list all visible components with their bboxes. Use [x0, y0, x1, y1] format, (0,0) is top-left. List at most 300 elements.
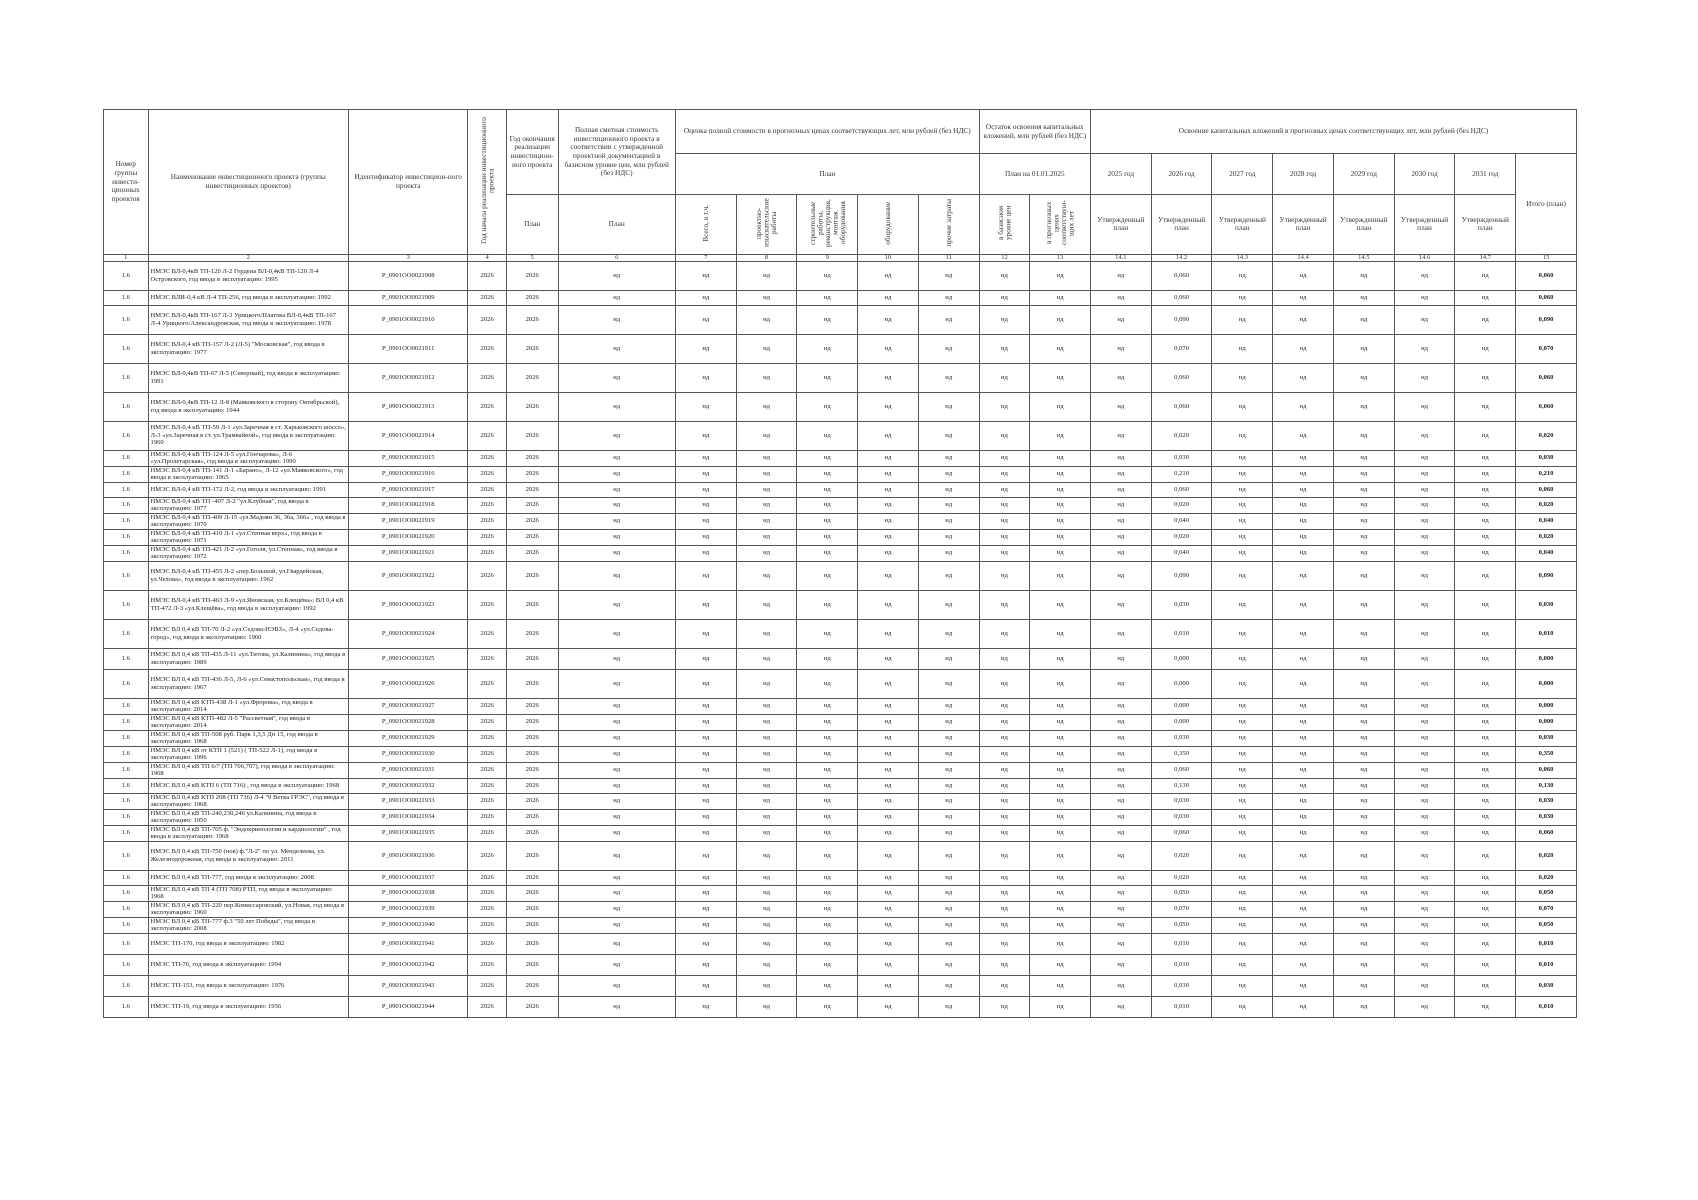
project-id-cell: P_0901OO0021941	[348, 933, 467, 954]
balance-forecast-cell: нд	[1030, 466, 1091, 482]
equipment-cell: нд	[858, 513, 919, 529]
plan-2029-cell: нд	[1333, 901, 1394, 917]
plan-2030-cell: нд	[1394, 746, 1455, 762]
plan-2030-cell: нд	[1394, 933, 1455, 954]
project-name-cell: НМЭС ТП-19, год ввода в эксплуатацию: 1956	[148, 996, 348, 1017]
balance-base-cell: нд	[979, 619, 1030, 648]
plan-2025-cell: нд	[1090, 392, 1151, 421]
plan-2029-cell: нд	[1333, 885, 1394, 901]
plan-2029-cell: нд	[1333, 334, 1394, 363]
plan-2030-cell: нд	[1394, 290, 1455, 305]
project-name-cell: НМЭС ВЛ 0,4 кВ ТП-70 Л-2 «ул.Седова-НЭВЗ», Л-4 «ул.Седова-город», год ввода в эксплуатацию: 1960	[148, 619, 348, 648]
plan-2027-cell: нд	[1212, 290, 1273, 305]
plan-2030-cell: нд	[1394, 841, 1455, 870]
balance-base-cell: нд	[979, 305, 1030, 334]
group-cell: 1.6	[104, 778, 149, 793]
total-cell: 0,000	[1516, 669, 1577, 698]
plan-2031-cell: нд	[1455, 669, 1516, 698]
plan-2025-cell: нд	[1090, 497, 1151, 513]
plan-2026-cell: 0,030	[1151, 809, 1212, 825]
plan-2029-cell: нд	[1333, 513, 1394, 529]
balance-forecast-cell: нд	[1030, 669, 1091, 698]
plan-2025-cell: нд	[1090, 619, 1151, 648]
equipment-cell: нд	[858, 714, 919, 730]
end-year-cell: 2026	[506, 545, 558, 561]
balance-base-cell: нд	[979, 714, 1030, 730]
plan-2025-cell: нд	[1090, 363, 1151, 392]
plan-2027-cell: нд	[1212, 841, 1273, 870]
construction-cell: нд	[797, 545, 858, 561]
full-cost-cell: нд	[558, 363, 675, 392]
plan-2031-cell: нд	[1455, 996, 1516, 1017]
table-row	[104, 305, 1577, 334]
group-cell: 1.6	[104, 669, 149, 698]
project-name-cell: НМЭС ВЛ 0,4 кВ ТП-705 ф. "Эндокринологии и кардиологии" , год ввода в эксплуатацию: 1968	[148, 825, 348, 841]
construction-cell: нд	[797, 730, 858, 746]
total-cell: 0,040	[1516, 513, 1577, 529]
plan-2028-cell: нд	[1273, 529, 1334, 545]
full-cost-cell: нд	[558, 933, 675, 954]
balance-base-cell: нд	[979, 762, 1030, 778]
plan-2027-cell: нд	[1212, 305, 1273, 334]
project-name-cell: НМЭС ВЛ 0,4 кВ ТП-436 Л-5, Л-6 «ул.Севастопольская», год ввода в эксплуатацию: 1967	[148, 669, 348, 698]
plan-2028-cell: нд	[1273, 996, 1334, 1017]
balance-forecast-cell: нд	[1030, 825, 1091, 841]
group-cell: 1.6	[104, 996, 149, 1017]
total-incl-cell: нд	[675, 466, 736, 482]
total-cell: 0,030	[1516, 590, 1577, 619]
full-cost-cell: нд	[558, 954, 675, 975]
project-id-cell: P_0901OO0021916	[348, 466, 467, 482]
project-name-cell: НМЭС ВЛ-0,4 кВ ТП-409 Л-15 «ул.Мадоян 36, 36а, 366» , год ввода в эксплуатацию: 1970	[148, 513, 348, 529]
table-row	[104, 466, 1577, 482]
equipment-cell: нд	[858, 954, 919, 975]
total-cell: 0,060	[1516, 392, 1577, 421]
balance-forecast-cell: нд	[1030, 841, 1091, 870]
header-total-incl-text: Всего, в т.ч.	[701, 204, 711, 242]
equipment-cell: нд	[858, 590, 919, 619]
start-year-cell: 2026	[468, 841, 506, 870]
total-incl-cell: нд	[675, 762, 736, 778]
balance-forecast-cell: нд	[1030, 762, 1091, 778]
balance-base-cell: нд	[979, 561, 1030, 590]
balance-base-cell: нд	[979, 421, 1030, 450]
plan-2031-cell: нд	[1455, 290, 1516, 305]
equipment-cell: нд	[858, 762, 919, 778]
project-id-cell: P_0901OO0021940	[348, 917, 467, 933]
group-cell: 1.6	[104, 825, 149, 841]
plan-2029-cell: нд	[1333, 392, 1394, 421]
header-design-text: проектно-изыскательские работы	[754, 198, 779, 248]
balance-base-cell: нд	[979, 261, 1030, 290]
plan-2025-cell: нд	[1090, 261, 1151, 290]
full-cost-cell: нд	[558, 529, 675, 545]
column-number: 14.3	[1212, 254, 1273, 261]
total-cell: 0,070	[1516, 334, 1577, 363]
column-number: 14.4	[1273, 254, 1334, 261]
balance-base-cell: нд	[979, 363, 1030, 392]
project-id-cell: P_0901OO0021935	[348, 825, 467, 841]
plan-2025-cell: нд	[1090, 809, 1151, 825]
plan-2027-cell: нд	[1212, 825, 1273, 841]
project-id-cell: P_0901OO0021917	[348, 482, 467, 497]
column-number: 8	[736, 254, 797, 261]
start-year-cell: 2026	[468, 392, 506, 421]
total-cell: 0,010	[1516, 954, 1577, 975]
construction-cell: нд	[797, 778, 858, 793]
design-cell: нд	[736, 746, 797, 762]
design-cell: нд	[736, 885, 797, 901]
total-incl-cell: нд	[675, 545, 736, 561]
plan-2031-cell: нд	[1455, 363, 1516, 392]
construction-cell: нд	[797, 290, 858, 305]
plan-2026-cell: 0,060	[1151, 825, 1212, 841]
plan-2029-cell: нд	[1333, 809, 1394, 825]
table-row	[104, 334, 1577, 363]
plan-2030-cell: нд	[1394, 809, 1455, 825]
project-id-cell: P_0901OO0021942	[348, 954, 467, 975]
design-cell: нд	[736, 561, 797, 590]
start-year-cell: 2026	[468, 746, 506, 762]
total-incl-cell: нд	[675, 590, 736, 619]
project-id-cell: P_0901OO0021919	[348, 513, 467, 529]
total-incl-cell: нд	[675, 870, 736, 885]
construction-cell: нд	[797, 334, 858, 363]
construction-cell: нд	[797, 746, 858, 762]
end-year-cell: 2026	[506, 698, 558, 714]
total-incl-cell: нд	[675, 933, 736, 954]
project-name-cell: НМЭС ВЛ-0,4кВ ТП-67 Л-5 (Северный), год ввода в эксплуатацию: 1991	[148, 363, 348, 392]
total-cell: 0,090	[1516, 305, 1577, 334]
equipment-cell: нд	[858, 305, 919, 334]
project-name-cell: НМЭС ВЛ-0,4кВ ТП-12 Л-8 (Маяковского в сторону Октябрьской), год ввода в эксплуатацию: 1944	[148, 392, 348, 421]
project-id-cell: P_0901OO0021933	[348, 793, 467, 809]
other-cell: нд	[918, 730, 979, 746]
project-name-cell: НМЭС ВЛ 0,4 кВ ТП-240,230,246 ул.Калинина, год ввода в эксплуатацию: 1950	[148, 809, 348, 825]
balance-base-cell: нд	[979, 825, 1030, 841]
plan-2031-cell: нд	[1455, 762, 1516, 778]
balance-forecast-cell: нд	[1030, 885, 1091, 901]
plan-2029-cell: нд	[1333, 933, 1394, 954]
plan-2031-cell: нд	[1455, 954, 1516, 975]
end-year-cell: 2026	[506, 714, 558, 730]
group-cell: 1.6	[104, 482, 149, 497]
construction-cell: нд	[797, 669, 858, 698]
plan-2031-cell: нд	[1455, 482, 1516, 497]
plan-2027-cell: нд	[1212, 545, 1273, 561]
header-start-year-text: Год начала реализации инвестиционного проекта	[478, 117, 496, 244]
equipment-cell: нд	[858, 793, 919, 809]
plan-2029-cell: нд	[1333, 975, 1394, 996]
balance-forecast-cell: нд	[1030, 334, 1091, 363]
total-cell: 0,020	[1516, 497, 1577, 513]
total-cell: 0,350	[1516, 746, 1577, 762]
design-cell: нд	[736, 450, 797, 466]
total-cell: 0,000	[1516, 698, 1577, 714]
balance-forecast-cell: нд	[1030, 746, 1091, 762]
design-cell: нд	[736, 334, 797, 363]
plan-2030-cell: нд	[1394, 421, 1455, 450]
plan-2025-cell: нд	[1090, 545, 1151, 561]
plan-2029-cell: нд	[1333, 648, 1394, 669]
start-year-cell: 2026	[468, 482, 506, 497]
plan-2030-cell: нд	[1394, 590, 1455, 619]
table-row	[104, 669, 1577, 698]
total-cell: 0,030	[1516, 975, 1577, 996]
design-cell: нд	[736, 529, 797, 545]
project-name-cell: НМЭС ВЛ-0,4 кВ ТП-410 Л-1 «ул.Степная верх», год ввода в эксплуатацию: 1971	[148, 529, 348, 545]
design-cell: нд	[736, 590, 797, 619]
plan-2027-cell: нд	[1212, 529, 1273, 545]
plan-2031-cell: нд	[1455, 870, 1516, 885]
column-number: 3	[348, 254, 467, 261]
plan-2027-cell: нд	[1212, 933, 1273, 954]
header-plan: План	[675, 154, 979, 195]
plan-2028-cell: нд	[1273, 497, 1334, 513]
equipment-cell: нд	[858, 933, 919, 954]
balance-base-cell: нд	[979, 917, 1030, 933]
design-cell: нд	[736, 392, 797, 421]
plan-2027-cell: нд	[1212, 619, 1273, 648]
table-row	[104, 513, 1577, 529]
full-cost-cell: нд	[558, 466, 675, 482]
start-year-cell: 2026	[468, 778, 506, 793]
design-cell: нд	[736, 917, 797, 933]
design-cell: нд	[736, 290, 797, 305]
other-cell: нд	[918, 648, 979, 669]
table-row	[104, 497, 1577, 513]
plan-2025-cell: нд	[1090, 714, 1151, 730]
group-cell: 1.6	[104, 619, 149, 648]
start-year-cell: 2026	[468, 619, 506, 648]
group-cell: 1.6	[104, 730, 149, 746]
plan-2031-cell: нд	[1455, 917, 1516, 933]
start-year-cell: 2026	[468, 513, 506, 529]
column-number: 15	[1516, 254, 1577, 261]
project-id-cell: P_0901OO0021943	[348, 975, 467, 996]
total-incl-cell: нд	[675, 730, 736, 746]
header-year-2028: 2028 год	[1273, 154, 1334, 195]
equipment-cell: нд	[858, 648, 919, 669]
header-approved-2028: Утвержденный план	[1273, 195, 1334, 255]
table-row	[104, 809, 1577, 825]
start-year-cell: 2026	[468, 261, 506, 290]
equipment-cell: нд	[858, 497, 919, 513]
plan-2026-cell: 0,070	[1151, 901, 1212, 917]
balance-forecast-cell: нд	[1030, 513, 1091, 529]
other-cell: нд	[918, 933, 979, 954]
header-forecast-cost: Оценка полной стоимости в прогнозных ценах соответствующих лет, млн рублей (без НДС)	[675, 110, 979, 154]
total-incl-cell: нд	[675, 261, 736, 290]
total-cell: 0,050	[1516, 917, 1577, 933]
balance-base-cell: нд	[979, 513, 1030, 529]
construction-cell: нд	[797, 619, 858, 648]
plan-2026-cell: 0,000	[1151, 714, 1212, 730]
total-incl-cell: нд	[675, 482, 736, 497]
plan-2030-cell: нд	[1394, 363, 1455, 392]
project-name-cell: НМЭС ВЛ-0,4 кВ ТП-421 Л-2 «ул.Гоголя, ул.Степная», год ввода в эксплуатацию: 1972	[148, 545, 348, 561]
header-approved-2030: Утвержденный план	[1394, 195, 1455, 255]
project-name-cell: НМЭС ВЛ 0,4 кВ ТП-777, год ввода в эксплуатацию: 2008	[148, 870, 348, 885]
other-cell: нд	[918, 513, 979, 529]
plan-2027-cell: нд	[1212, 261, 1273, 290]
total-cell: 0,000	[1516, 714, 1577, 730]
plan-2031-cell: нд	[1455, 730, 1516, 746]
start-year-cell: 2026	[468, 421, 506, 450]
start-year-cell: 2026	[468, 290, 506, 305]
project-name-cell: НМЭС ВЛ 0,4 кВ от КТП 1 (521) ( ТП-522 Л-1), год ввода в эксплуатацию: 1996	[148, 746, 348, 762]
other-cell: нд	[918, 421, 979, 450]
project-name-cell: НМЭС ВЛИ-0,4 кВ Л-4 ТП-256, год ввода в эксплуатацию: 1992	[148, 290, 348, 305]
construction-cell: нд	[797, 529, 858, 545]
plan-2028-cell: нд	[1273, 466, 1334, 482]
start-year-cell: 2026	[468, 466, 506, 482]
full-cost-cell: нд	[558, 561, 675, 590]
project-name-cell: НМЭС ВЛ-0,4 кВ ТП-455 Л-2 «пер.Большой, ул.Гвардейская, ул.Чехова», год ввода в эксплуатацию: 1962	[148, 561, 348, 590]
plan-2028-cell: нд	[1273, 917, 1334, 933]
group-cell: 1.6	[104, 497, 149, 513]
plan-2025-cell: нд	[1090, 466, 1151, 482]
column-number: 4	[468, 254, 506, 261]
project-id-cell: P_0901OO0021915	[348, 450, 467, 466]
plan-2028-cell: нд	[1273, 885, 1334, 901]
start-year-cell: 2026	[468, 809, 506, 825]
other-cell: нд	[918, 669, 979, 698]
total-incl-cell: нд	[675, 392, 736, 421]
plan-2026-cell: 0,060	[1151, 290, 1212, 305]
construction-cell: нд	[797, 421, 858, 450]
balance-forecast-cell: нд	[1030, 975, 1091, 996]
total-incl-cell: нд	[675, 698, 736, 714]
total-cell: 0,020	[1516, 529, 1577, 545]
header-approved-2025: Утвержденный план	[1090, 195, 1151, 255]
plan-2026-cell: 0,030	[1151, 730, 1212, 746]
total-cell: 0,010	[1516, 996, 1577, 1017]
end-year-cell: 2026	[506, 482, 558, 497]
table-row	[104, 590, 1577, 619]
design-cell: нд	[736, 793, 797, 809]
other-cell: нд	[918, 870, 979, 885]
other-cell: нд	[918, 261, 979, 290]
balance-forecast-cell: нд	[1030, 648, 1091, 669]
plan-2029-cell: нд	[1333, 466, 1394, 482]
plan-2029-cell: нд	[1333, 954, 1394, 975]
other-cell: нд	[918, 917, 979, 933]
group-cell: 1.6	[104, 261, 149, 290]
table-row	[104, 561, 1577, 590]
total-incl-cell: нд	[675, 669, 736, 698]
project-id-cell: P_0901OO0021938	[348, 885, 467, 901]
plan-2026-cell: 0,000	[1151, 648, 1212, 669]
plan-2027-cell: нд	[1212, 885, 1273, 901]
plan-2025-cell: нд	[1090, 290, 1151, 305]
header-balance: Остаток освоения капитальных вложений, млн рублей (без НДС)	[979, 110, 1090, 154]
plan-2027-cell: нд	[1212, 334, 1273, 363]
balance-base-cell: нд	[979, 885, 1030, 901]
plan-2025-cell: нд	[1090, 669, 1151, 698]
plan-2026-cell: 0,020	[1151, 497, 1212, 513]
plan-2028-cell: нд	[1273, 392, 1334, 421]
equipment-cell: нд	[858, 901, 919, 917]
group-cell: 1.6	[104, 870, 149, 885]
plan-2028-cell: нд	[1273, 730, 1334, 746]
plan-2027-cell: нд	[1212, 363, 1273, 392]
balance-base-cell: нд	[979, 746, 1030, 762]
end-year-cell: 2026	[506, 669, 558, 698]
start-year-cell: 2026	[468, 954, 506, 975]
plan-2027-cell: нд	[1212, 730, 1273, 746]
plan-2030-cell: нд	[1394, 545, 1455, 561]
total-incl-cell: нд	[675, 529, 736, 545]
plan-2031-cell: нд	[1455, 466, 1516, 482]
plan-2029-cell: нд	[1333, 261, 1394, 290]
design-cell: нд	[736, 714, 797, 730]
end-year-cell: 2026	[506, 305, 558, 334]
construction-cell: нд	[797, 975, 858, 996]
end-year-cell: 2026	[506, 793, 558, 809]
column-number: 14.2	[1151, 254, 1212, 261]
plan-2026-cell: 0,020	[1151, 870, 1212, 885]
plan-2025-cell: нд	[1090, 885, 1151, 901]
plan-2026-cell: 0,020	[1151, 529, 1212, 545]
header-approved-2026: Утвержденный план	[1151, 195, 1212, 255]
other-cell: нд	[918, 825, 979, 841]
total-cell: 0,060	[1516, 363, 1577, 392]
table-row	[104, 482, 1577, 497]
plan-2027-cell: нд	[1212, 466, 1273, 482]
equipment-cell: нд	[858, 363, 919, 392]
design-cell: нд	[736, 545, 797, 561]
plan-2030-cell: нд	[1394, 885, 1455, 901]
total-incl-cell: нд	[675, 714, 736, 730]
balance-base-cell: нд	[979, 334, 1030, 363]
design-cell: нд	[736, 497, 797, 513]
start-year-cell: 2026	[468, 497, 506, 513]
investment-projects-table	[103, 109, 1577, 1018]
plan-2030-cell: нд	[1394, 497, 1455, 513]
full-cost-cell: нд	[558, 421, 675, 450]
design-cell: нд	[736, 669, 797, 698]
header-approved-2027: Утвержденный план	[1212, 195, 1273, 255]
plan-2027-cell: нд	[1212, 561, 1273, 590]
total-incl-cell: нд	[675, 841, 736, 870]
equipment-cell: нд	[858, 334, 919, 363]
construction-cell: нд	[797, 561, 858, 590]
plan-2025-cell: нд	[1090, 778, 1151, 793]
plan-2030-cell: нд	[1394, 648, 1455, 669]
plan-2030-cell: нд	[1394, 482, 1455, 497]
balance-base-cell: нд	[979, 648, 1030, 669]
group-cell: 1.6	[104, 421, 149, 450]
construction-cell: нд	[797, 513, 858, 529]
plan-2027-cell: нд	[1212, 996, 1273, 1017]
plan-2026-cell: 0,060	[1151, 363, 1212, 392]
balance-forecast-cell: нд	[1030, 778, 1091, 793]
plan-2027-cell: нд	[1212, 513, 1273, 529]
group-cell: 1.6	[104, 901, 149, 917]
plan-2026-cell: 0,130	[1151, 778, 1212, 793]
plan-2031-cell: нд	[1455, 975, 1516, 996]
group-cell: 1.6	[104, 590, 149, 619]
plan-2030-cell: нд	[1394, 561, 1455, 590]
construction-cell: нд	[797, 901, 858, 917]
header-plan-on-date: План на 01.01.2025	[979, 154, 1090, 195]
start-year-cell: 2026	[468, 793, 506, 809]
construction-cell: нд	[797, 870, 858, 885]
plan-2031-cell: нд	[1455, 421, 1516, 450]
full-cost-cell: нд	[558, 334, 675, 363]
total-incl-cell: нд	[675, 975, 736, 996]
